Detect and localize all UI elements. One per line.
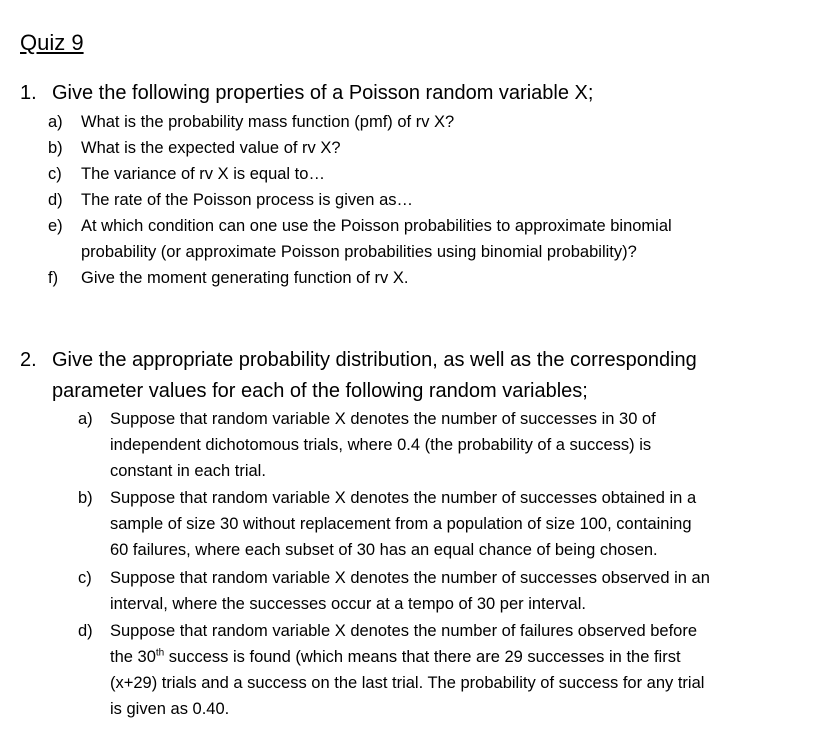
ordinal-suffix: th [155,647,165,659]
item-text: Suppose that random variable X denotes the number of failures observed before [110,622,698,640]
question-text: parameter values for each of the following random variables; [52,380,588,402]
question-text: Give the following properties of a Poisson random variable X; [52,82,594,104]
item-text: What is the probability mass function (pmf) of rv X? [81,113,455,131]
item-text: independent dichotomous trials, where 0.4 (the probability of a success) is [110,436,652,454]
item-label: d) [78,622,93,640]
item-text: sample of size 30 without replacement from a population of size 100, containing [110,515,692,533]
item-text: is given as 0.40. [110,700,230,718]
item-text: 60 failures, where each subset of 30 has an equal chance of being chosen. [110,541,658,559]
item-text: Give the moment generating function of rv X. [81,269,409,287]
question-text: Give the appropriate probability distribution, as well as the corresponding [52,349,697,371]
item-text: Suppose that random variable X denotes the number of successes observed in an [110,569,710,587]
item-label: e) [48,217,63,235]
item-label: b) [48,139,63,157]
question-number: 2. [20,349,37,371]
item-label: c) [78,569,92,587]
item-text-part: the 30 [110,648,156,666]
item-text: constant in each trial. [110,462,266,480]
item-label: a) [48,113,63,131]
item-text: Suppose that random variable X denotes the number of successes obtained in a [110,489,697,507]
item-text: interval, where the successes occur at a tempo of 30 per interval. [110,595,586,613]
item-text: At which condition can one use the Poisson probabilities to approximate binomial [81,217,672,235]
item-label: c) [48,165,62,183]
item-text: (x+29) trials and a success on the last trial. The probability of success for any trial [110,674,705,692]
item-label: a) [78,410,93,428]
item-label: d) [48,191,63,209]
item-text: probability (or approximate Poisson probabilities using binomial probability)? [81,243,637,261]
item-text: Suppose that random variable X denotes the number of successes in 30 of [110,410,656,428]
item-text: The rate of the Poisson process is given as… [81,191,413,209]
item-text [110,644,681,670]
question-number: 1. [20,82,37,104]
quiz-title: Quiz 9 [20,30,84,55]
item-text: The variance of rv X is equal to… [81,165,325,183]
item-label: f) [48,269,59,287]
item-label: b) [78,489,93,507]
item-text-part: success is found (which means that there are 29 successes in the first [164,648,681,666]
item-text: What is the expected value of rv X? [81,139,341,157]
